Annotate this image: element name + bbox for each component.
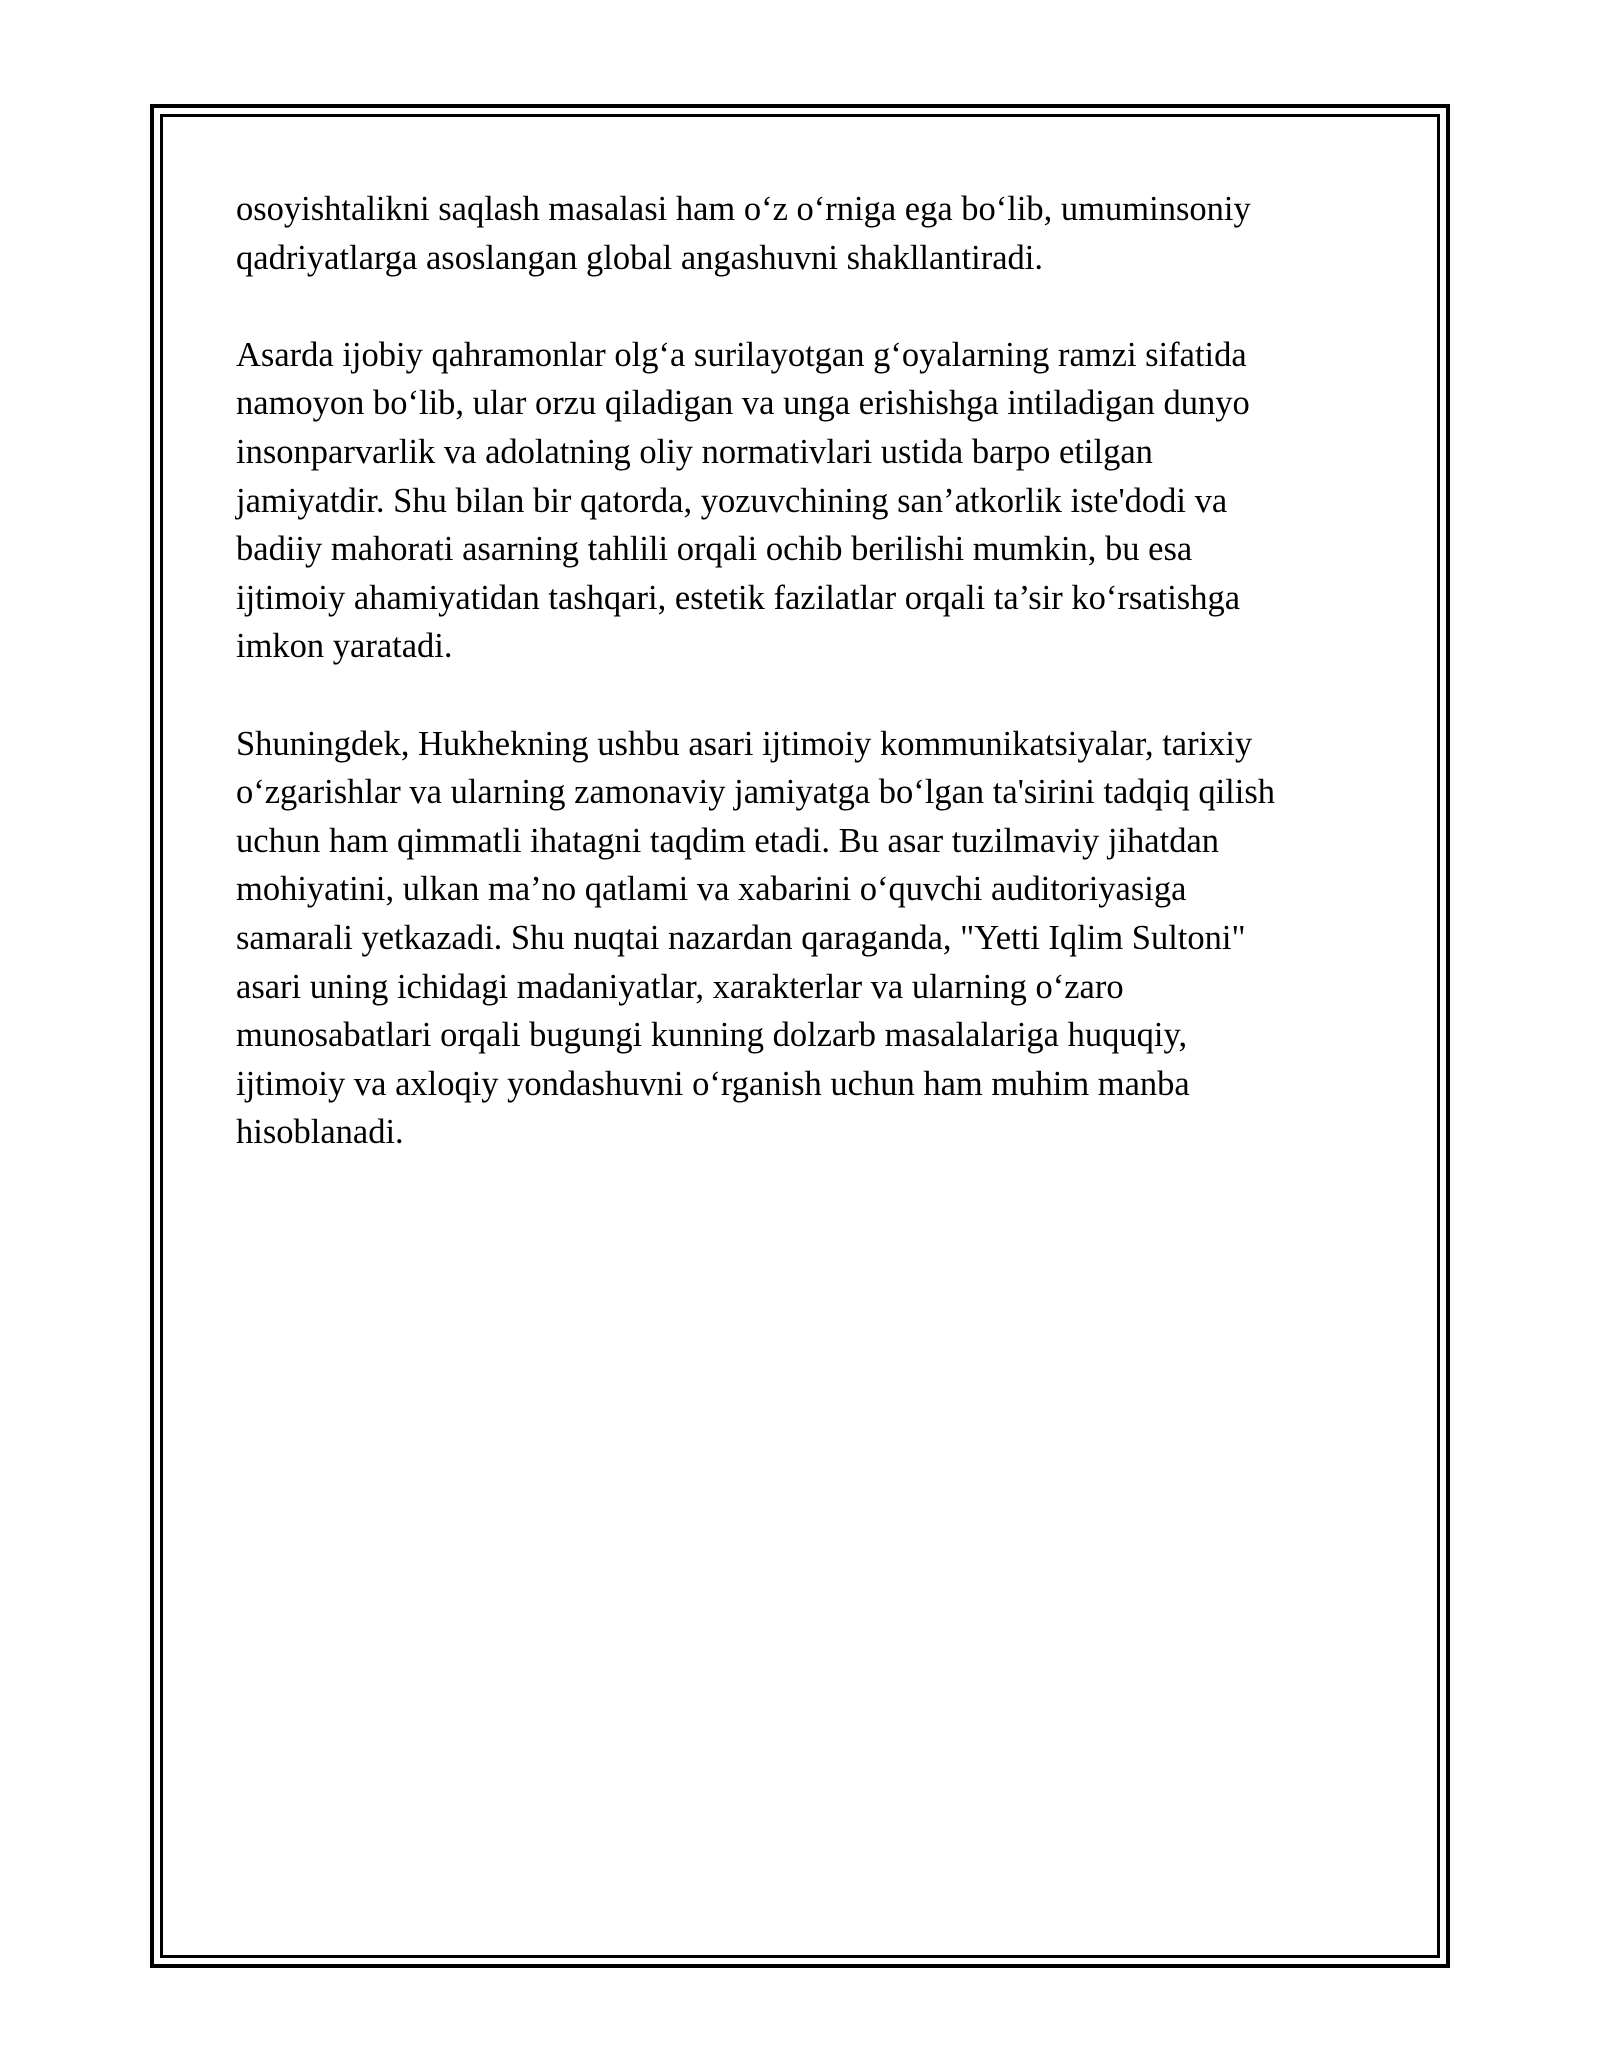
text-line: munosabatlari orqali bugungi kunning dolzarb masalalariga huquqiy,	[236, 1016, 1188, 1055]
paragraph-spacer	[236, 671, 1356, 720]
text-line: namoyon bo‘lib, ular orzu qiladigan va unga erishishga intiladigan dunyo	[236, 384, 1250, 423]
text-line: hisoblanadi.	[236, 1113, 404, 1152]
text-line: insonparvarlik va adolatning oliy normativlari ustida barpo etilgan	[236, 432, 1153, 471]
text-line: qadriyatlarga asoslangan global angashuvni shakllantiradi.	[236, 238, 1044, 277]
text-line: asari uning ichidagi madaniyatlar, xarakterlar va ularning o‘zaro	[236, 967, 1124, 1006]
text-line: badiiy mahorati asarning tahlili orqali ochib berilishi mumkin, bu esa	[236, 530, 1193, 569]
paragraph-spacer	[236, 282, 1356, 331]
text-line: samarali yetkazadi. Shu nuqtai nazardan qaraganda, "Yetti Iqlim Sultoni"	[236, 918, 1246, 957]
paragraph-3	[236, 720, 1356, 1157]
text-line: Asarda ijobiy qahramonlar olg‘a surilayotgan g‘oyalarning ramzi sifatida	[236, 335, 1247, 374]
document-body	[236, 185, 1356, 1157]
text-line: mohiyatini, ulkan ma’no qatlami va xabarini o‘quvchi auditoriyasiga	[236, 870, 1187, 909]
text-line: ijtimoiy ahamiyatidan tashqari, estetik fazilatlar orqali ta’sir ko‘rsatishga	[236, 578, 1241, 617]
text-line: ijtimoiy va axloqiy yondashuvni o‘rganish uchun ham muhim manba	[236, 1064, 1190, 1103]
text-line: imkon yaratadi.	[236, 627, 453, 666]
text-line: uchun ham qimmatli ihatagni taqdim etadi. Bu asar tuzilmaviy jihatdan	[236, 821, 1220, 860]
paragraph-1	[236, 185, 1356, 282]
text-line: o‘zgarishlar va ularning zamonaviy jamiyatga bo‘lgan ta'sirini tadqiq qilish	[236, 773, 1276, 812]
paragraph-2	[236, 331, 1356, 671]
text-line: osoyishtalikni saqlash masalasi ham o‘z o‘rniga ega bo‘lib, umuminsoniy	[236, 190, 1251, 228]
text-line: Shuningdek, Hukhekning ushbu asari ijtimoiy kommunikatsiyalar, tarixiy	[236, 724, 1253, 763]
text-line: jamiyatdir. Shu bilan bir qatorda, yozuvchining san’atkorlik iste'dodi va	[236, 481, 1228, 520]
